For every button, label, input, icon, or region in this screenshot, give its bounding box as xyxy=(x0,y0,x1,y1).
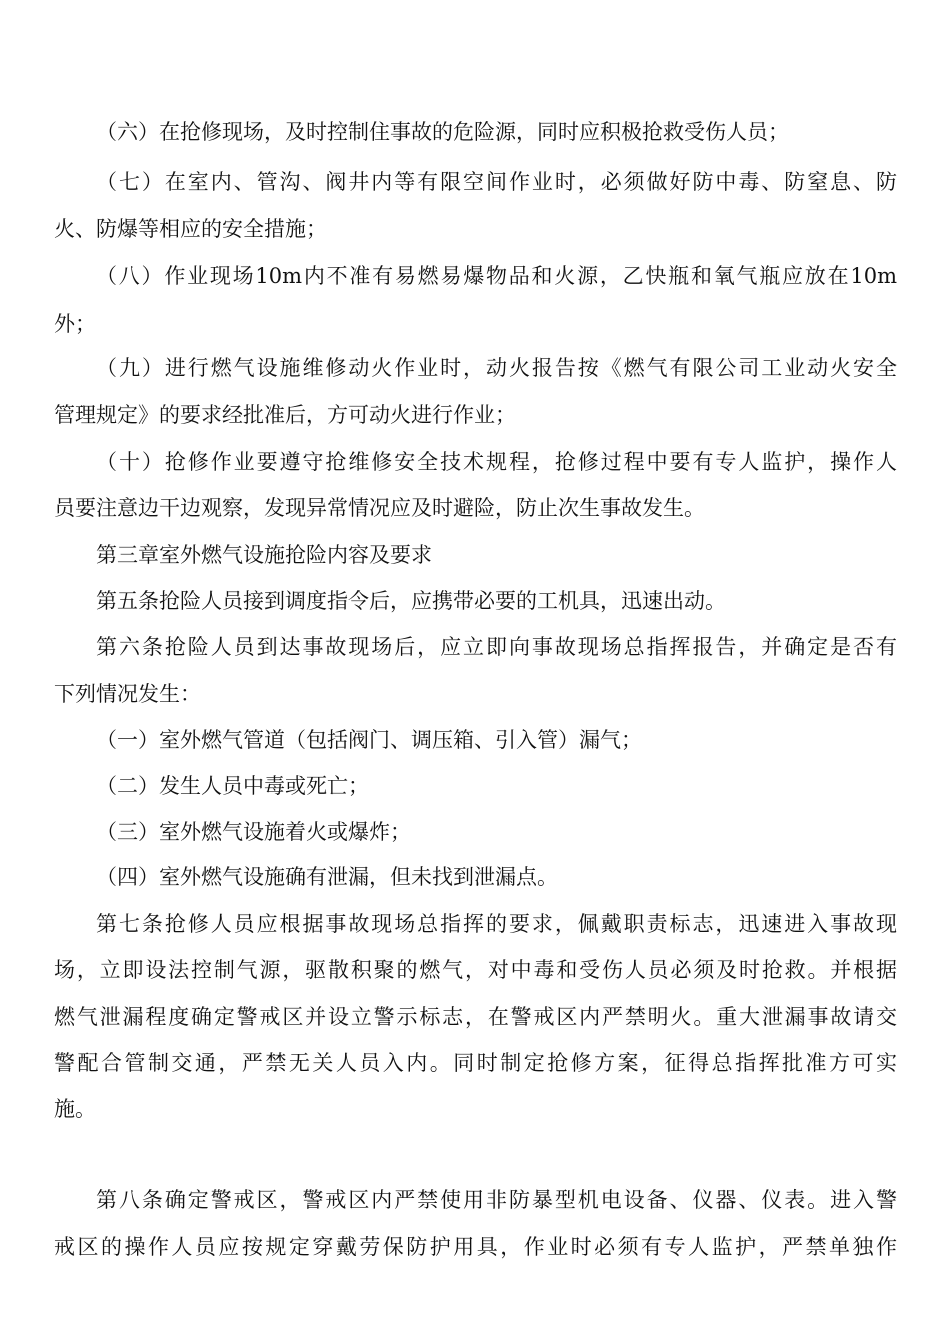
text-line: （三）室外燃气设施着火或爆炸； xyxy=(96,820,411,844)
text-line: 管理规定》的要求经批准后，方可动火进行作业； xyxy=(54,403,516,427)
text-line: 外； xyxy=(54,312,96,336)
text-line: 场，立即设法控制气源，驱散积聚的燃气，对中毒和受伤人员必须及时抢救。并根据 xyxy=(54,958,897,982)
text-line: （八）作业现场10m内不准有易燃易爆物品和火源，乙快瓶和氧气瓶应放在10m xyxy=(96,264,897,288)
text-line: （六）在抢修现场，及时控制住事故的危险源，同时应积极抢救受伤人员； xyxy=(96,120,789,144)
text-line: 第八条确定警戒区，警戒区内严禁使用非防暴型机电设备、仪器、仪表。进入警 xyxy=(96,1188,897,1212)
text-line: 警配合管制交通，严禁无关人员入内。同时制定抢修方案，征得总指挥批准方可实 xyxy=(54,1051,897,1075)
text-line: 第七条抢修人员应根据事故现场总指挥的要求，佩戴职责标志，迅速进入事故现 xyxy=(96,912,897,936)
text-line: （二）发生人员中毒或死亡； xyxy=(96,774,369,798)
text-line: 燃气泄漏程度确定警戒区并设立警示标志，在警戒区内严禁明火。重大泄漏事故请交 xyxy=(54,1005,897,1029)
text-line: 戒区的操作人员应按规定穿戴劳保防护用具，作业时必须有专人监护，严禁单独作 xyxy=(54,1235,897,1259)
text-line: （十）抢修作业要遵守抢维修安全技术规程，抢修过程中要有专人监护，操作人 xyxy=(96,450,897,474)
text-line: 第五条抢险人员接到调度指令后，应携带必要的工机具，迅速出动。 xyxy=(96,589,726,613)
text-line: 下列情况发生： xyxy=(54,682,201,706)
text-line: （四）室外燃气设施确有泄漏，但未找到泄漏点。 xyxy=(96,865,558,889)
text-line: 员要注意边干边观察，发现异常情况应及时避险，防止次生事故发生。 xyxy=(54,496,705,520)
text-line: （九）进行燃气设施维修动火作业时，动火报告按《燃气有限公司工业动火安全 xyxy=(96,356,897,380)
text-line: 火、防爆等相应的安全措施； xyxy=(54,217,327,241)
text-line: 第六条抢险人员到达事故现场后，应立即向事故现场总指挥报告，并确定是否有 xyxy=(96,635,897,659)
text-line: （七）在室内、管沟、阀井内等有限空间作业时，必须做好防中毒、防窒息、防 xyxy=(96,170,897,194)
text-line: （一）室外燃气管道（包括阀门、调压箱、引入管）漏气； xyxy=(96,728,642,752)
text-line: 施。 xyxy=(54,1097,96,1121)
chapter-heading: 第三章室外燃气设施抢险内容及要求 xyxy=(96,543,432,567)
